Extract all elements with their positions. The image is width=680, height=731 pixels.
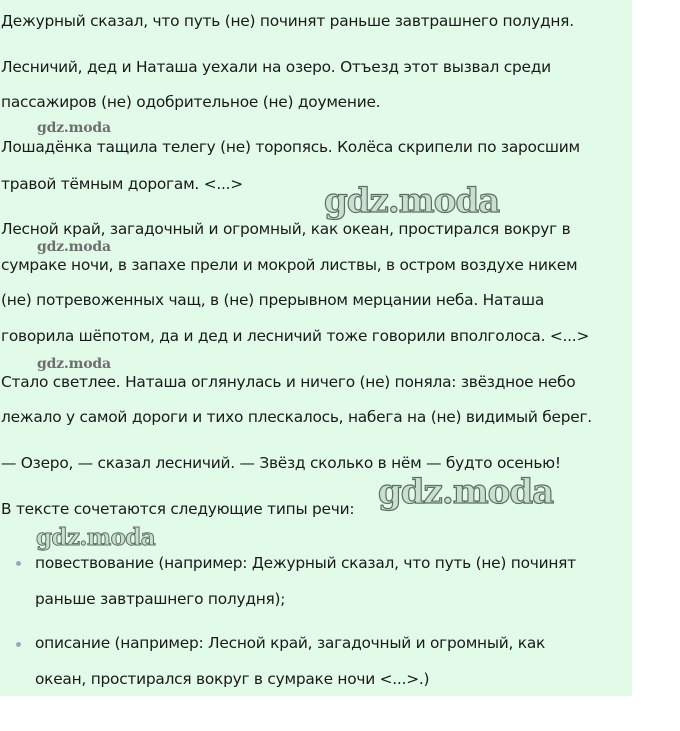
list-item-text: повествование (например: Дежурный сказал, что путь (не) починят [35, 554, 576, 572]
bullet-icon [16, 561, 21, 566]
text-line: пассажиров (не) одобрительное (не) доумение. [1, 93, 381, 111]
text-line: (не) потревоженных чащ, в (не) прерывном мерцании неба. Наташа [1, 291, 545, 309]
text-line: В тексте сочетаются следующие типы речи: [1, 500, 355, 518]
text-line: Лесничий, дед и Наташа уехали на озеро. Отъезд этот вызвал среди [1, 58, 551, 76]
text-line: Дежурный сказал, что путь (не) починят раньше завтрашнего полудня. [1, 12, 574, 30]
watermark: gdz.moda [37, 239, 111, 255]
text-line: Лесной край, загадочный и огромный, как океан, простирался вокруг в [1, 220, 571, 238]
watermark: gdz.moda [37, 120, 111, 136]
watermark: gdz.moda [378, 472, 554, 512]
list-item-text: раньше завтрашнего полудня); [35, 590, 286, 608]
watermark: gdz.moda [36, 524, 156, 551]
bullet-icon [16, 642, 21, 647]
text-line: лежало у самой дороги и тихо плескалось, набега на (не) видимый берег. [1, 408, 592, 426]
text-line: Лошадёнка тащила телегу (не) торопясь. Колёса скрипели по заросшим [1, 138, 580, 156]
list-item-text: описание (например: Лесной край, загадочный и огромный, как [35, 634, 546, 652]
text-line: говорила шёпотом, да и дед и лесничий тоже говорили вполголоса. <...> [1, 327, 590, 345]
watermark: gdz.moda [37, 356, 111, 372]
text-line: Стало светлее. Наташа оглянулась и ничего (не) поняла: звёздное небо [1, 373, 576, 391]
text-line: травой тёмным дорогам. <...> [1, 175, 243, 193]
text-line: — Озеро, — сказал лесничий. — Звёзд сколько в нём — будто осенью! [1, 454, 561, 472]
watermark: gdz.moda [324, 181, 500, 221]
list-item-text: океан, простирался вокруг в сумраке ночи <...>.) [35, 670, 430, 688]
text-line: сумраке ночи, в запахе прели и мокрой листвы, в остром воздухе никем [1, 256, 578, 274]
